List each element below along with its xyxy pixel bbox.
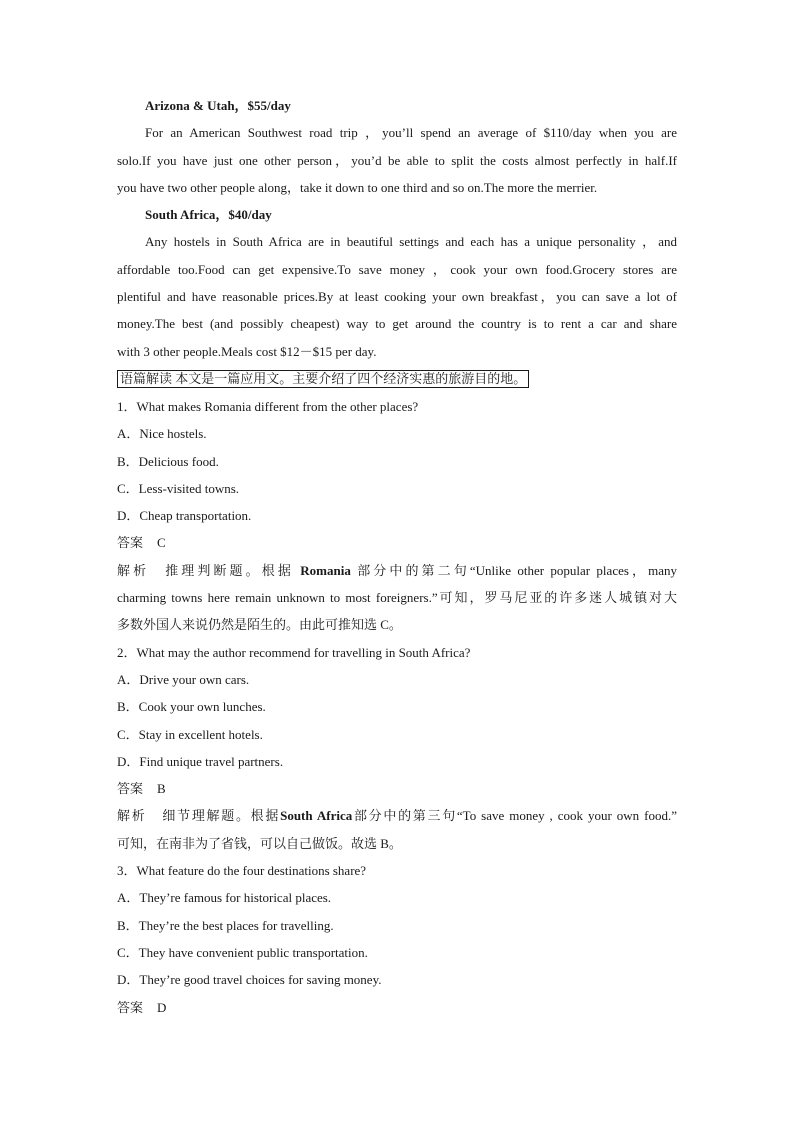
option-a: A．Nice hostels. — [117, 426, 207, 442]
analysis-line: 可知，在南非为了省钱，可以自己做饭。故选 B。 — [117, 835, 402, 851]
option-d: D．Find unique travel partners. — [117, 753, 284, 769]
option-b: B．Cook your own lunches. — [117, 699, 266, 715]
option-c: C．Less-visited towns. — [117, 480, 240, 496]
section-heading-south-africa: South Africa，$40/day — [145, 207, 272, 223]
option-d: D．Cheap transportation. — [117, 508, 252, 524]
analysis-text: 部分中的第二句“Unlike other popular places，many — [357, 562, 677, 578]
option-c: C．They have convenient public transportation. — [117, 944, 368, 960]
analysis-line: charming towns here remain unknown to most foreigners.”可知，罗马尼亚的许多迷人城镇对大 — [117, 590, 677, 606]
answer-value: C — [157, 535, 166, 551]
paragraph-line: For an American Southwest road trip ，you’ll spend an average of $110/day when you are — [145, 125, 677, 141]
option-a: A．Drive your own cars. — [117, 671, 250, 687]
paragraph-line: with 3 other people.Meals cost $12－$15 per day. — [117, 343, 377, 359]
option-c: C．Stay in excellent hotels. — [117, 726, 263, 742]
analysis-keyword: South Africa — [280, 808, 353, 824]
answer-label: 答案 — [117, 999, 144, 1015]
paragraph-line: Any hostels in South Africa are in beautiful settings and each has a unique personality ，and — [145, 234, 677, 250]
section-heading-arizona: Arizona & Utah，$55/day — [145, 98, 291, 113]
answer-line — [117, 529, 677, 556]
question-stem: 1．What makes Romania different from the other places? — [117, 398, 419, 414]
answer-value: B — [157, 781, 166, 797]
paragraph-line: plentiful and have reasonable prices.By at least cooking your own breakfast，you can save a lot of — [117, 289, 677, 305]
paragraph-line: solo.If you have just one other person，you’d be able to split the costs almost perfectly in half.If — [117, 152, 677, 168]
summary-box: 语篇解读 本文是一篇应用文。主要介绍了四个经济实惠的旅游目的地。 — [117, 370, 529, 388]
answer-line — [117, 994, 677, 1021]
paragraph-line: money.The best (and possibly cheapest) way to get around the country is to rent a car and share — [117, 316, 677, 332]
question-stem: 2．What may the author recommend for travelling in South Africa? — [117, 644, 471, 660]
answer-label: 答案 — [117, 781, 144, 797]
document-page — [117, 92, 677, 1021]
analysis-line: 多数外国人来说仍然是陌生的。由此可推知选 C。 — [117, 617, 402, 633]
option-a: A．They’re famous for historical places. — [117, 890, 332, 906]
analysis-text: 推理判断题。根据 — [165, 562, 294, 578]
analysis-text: 细节理解题。根据 — [162, 808, 281, 824]
option-d: D．They’re good travel choices for saving money. — [117, 972, 382, 988]
paragraph-line: you have two other people along，take it down to one third and so on.The more the merrier. — [117, 179, 598, 195]
option-b: B．Delicious food. — [117, 453, 219, 469]
analysis-line — [117, 802, 677, 829]
answer-value: D — [157, 999, 167, 1015]
analysis-keyword: Romania — [300, 562, 351, 578]
question-stem: 3．What feature do the four destinations share? — [117, 863, 367, 879]
option-b: B．They’re the best places for travelling. — [117, 917, 334, 933]
analysis-label: 解析 — [117, 562, 150, 578]
answer-label: 答案 — [117, 535, 144, 551]
analysis-label: 解析 — [117, 808, 147, 824]
analysis-text: 部分中的第三句“To save money , cook your own food.” — [352, 808, 677, 824]
answer-line — [117, 775, 677, 802]
paragraph-line: affordable too.Food can get expensive.To save money ，cook your own food.Grocery stores are — [117, 261, 677, 277]
analysis-line — [117, 557, 677, 584]
